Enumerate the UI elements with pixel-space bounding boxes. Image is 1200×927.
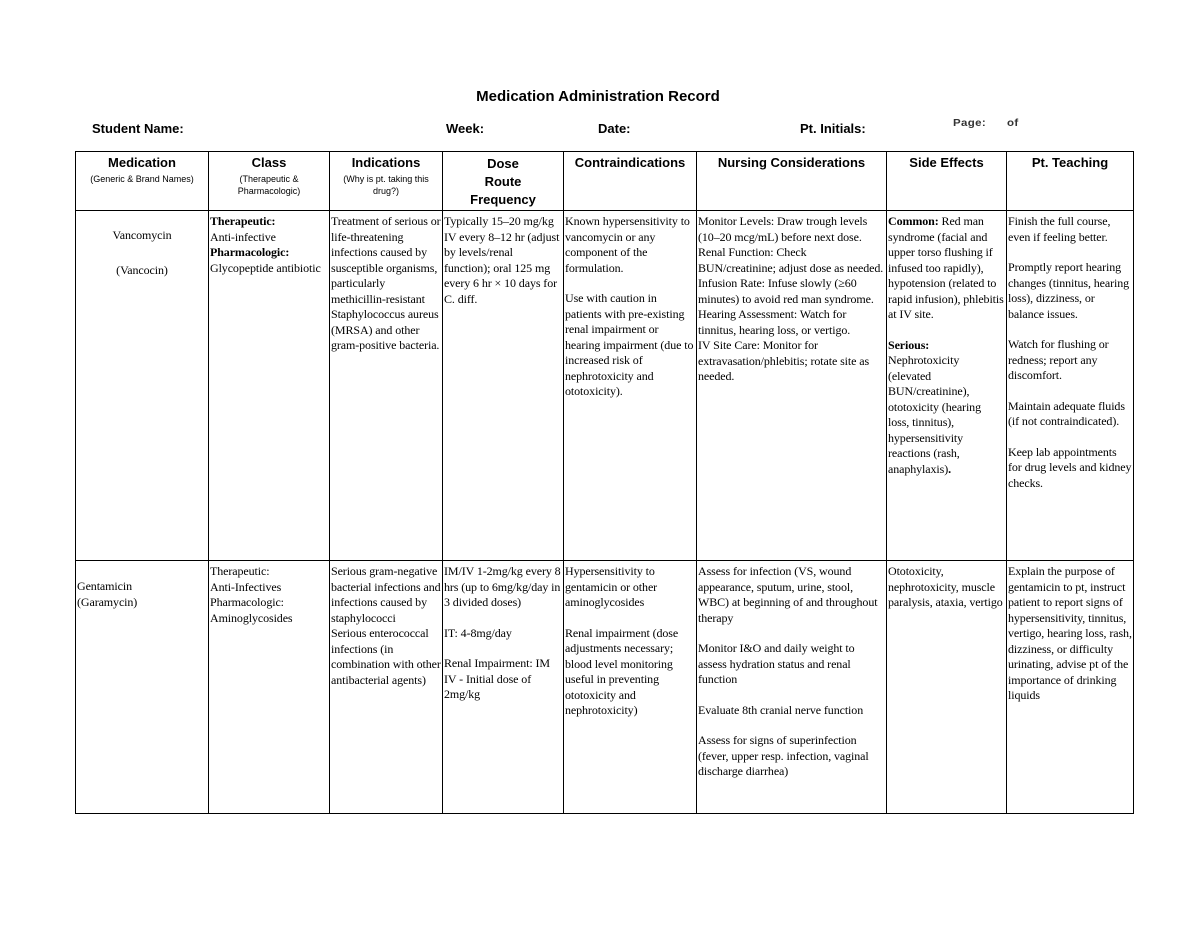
column-header-dose: Dose Route Frequency	[443, 152, 564, 211]
class-cell: Therapeutic: Anti-infective Pharmacologic: Glycopeptide antibiotic	[209, 211, 330, 561]
page-title: Medication Administration Record	[476, 88, 720, 105]
contraindications-cell: Hypersensitivity to gentamicin or other aminoglycosides Renal impairment (dose adjustments necessary; blood level monitoring useful in preventing ototoxicity and nephrotoxicity)	[564, 561, 697, 814]
column-header-side-effects: Side Effects	[887, 152, 1007, 211]
table-row	[76, 211, 1134, 561]
column-header-class: Class (Therapeutic & Pharmacologic)	[209, 152, 330, 211]
of-label: of	[1007, 118, 1019, 129]
pt-teaching-cell: Finish the full course, even if feeling better. Promptly report hearing changes (tinnitus, hearing loss), dizziness, or balance issues. Watch for flushing or redness; report any discomfort. Maintain adequate fluids (if not contraindicated). Keep lab appointments for drug levels and kidney checks.	[1007, 211, 1134, 561]
pt-initials-label: Pt. Initials:	[800, 121, 866, 136]
side-effects-cell: Ototoxicity, nephrotoxicity, muscle paralysis, ataxia, vertigo	[887, 561, 1007, 814]
indications-cell: Serious gram-negative bacterial infections and infections caused by staphylococci Serious enterococcal infections (in combination with other antibacterial agents)	[330, 561, 443, 814]
date-label: Date:	[598, 121, 631, 136]
page-label: Page:	[953, 118, 987, 129]
column-header-contraindications: Contraindications	[564, 152, 697, 211]
column-header-indications: Indications (Why is pt. taking this drug?)	[330, 152, 443, 211]
dose-cell: IM/IV 1-2mg/kg every 8 hrs (up to 6mg/kg/day in 3 divided doses) IT: 4-8mg/day Renal Impairment: IM IV - Initial dose of 2mg/kg	[443, 561, 564, 814]
column-header-nursing-considerations: Nursing Considerations	[697, 152, 887, 211]
dose-cell: Typically 15–20 mg/kg IV every 8–12 hr (adjust by levels/renal function); oral 125 mg every 6 hr × 10 days for C. diff.	[443, 211, 564, 561]
column-header-pt-teaching: Pt. Teaching	[1007, 152, 1134, 211]
table-row	[76, 561, 1134, 814]
medication-table	[75, 151, 1134, 814]
contraindications-cell: Known hypersensitivity to vancomycin or any component of the formulation. Use with caution in patients with pre-existing renal impairment or hearing impairment (due to increased risk of nephrotoxicity and ototoxicity).	[564, 211, 697, 561]
week-label: Week:	[446, 121, 485, 136]
column-header-medication: Medication (Generic & Brand Names)	[76, 152, 209, 211]
medication-cell	[76, 211, 209, 561]
class-cell: Therapeutic: Anti-Infectives Pharmacologic: Aminoglycosides	[209, 561, 330, 814]
generic-name: Gentamicin	[77, 579, 132, 593]
medication-cell	[76, 561, 209, 814]
generic-name: Vancomycin	[112, 228, 172, 242]
brand-name: (Vancocin)	[116, 262, 168, 277]
table-header-row	[76, 152, 1134, 211]
nursing-considerations-cell: Assess for infection (VS, wound appearance, sputum, urine, stool, WBC) at beginning of and throughout therapy Monitor I&O and daily weight to assess hydration status and renal function Evaluate 8th cranial nerve function Assess for signs of superinfection (fever, upper resp. infection, vaginal discharge diarrhea)	[697, 561, 887, 814]
pt-teaching-cell: Explain the purpose of gentamicin to pt, instruct patient to report signs of hypersensitivity, tinnitus, vertigo, hearing loss, rash, dizziness, or difficulty urinating, advise pt of the importance of drinking liquids	[1007, 561, 1134, 814]
nursing-considerations-cell: Monitor Levels: Draw trough levels (10–20 mcg/mL) before next dose. Renal Function: Check BUN/creatinine; adjust dose as needed. Infusion Rate: Infuse slowly (≥60 minutes) to avoid red man syndrome. Hearing Assessment: Watch for tinnitus, hearing loss, or vertigo. IV Site Care: Monitor for extravasation/phlebitis; rotate site as needed.	[697, 211, 887, 561]
brand-name: (Garamycin)	[77, 594, 138, 609]
side-effects-cell: Common: Red man syndrome (facial and upper torso flushing if infused too rapidly), hypotension (related to rapid infusion), phlebitis at IV site. Serious: Nephrotoxicity (elevated BUN/creatinine), ototoxicity (hearing loss, tinnitus), hypersensitivity reactions (rash, anaphylaxis).	[887, 211, 1007, 561]
indications-cell: Treatment of serious or life-threatening infections caused by susceptible organisms, particularly methicillin-resistant Staphylococcus aureus (MRSA) and other gram-positive bacteria.	[330, 211, 443, 561]
student-name-label: Student Name:	[92, 121, 184, 136]
